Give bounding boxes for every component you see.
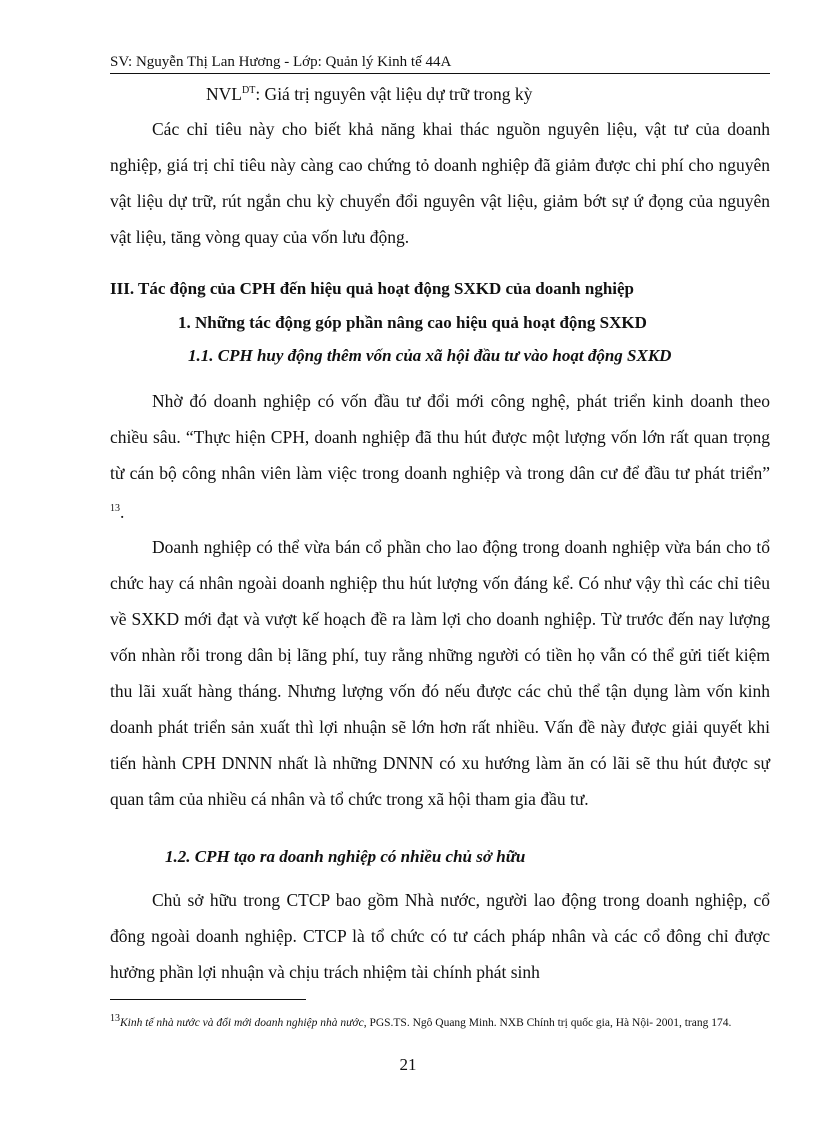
section-3-heading: III. Tác động của CPH đến hiệu quả hoạt động SXKD của doanh nghiệp [110,279,635,298]
footnote [110,1010,760,1032]
paragraph-indicators: Các chỉ tiêu này cho biết khả năng khai thác nguồn nguyên liệu, vật tư của doanh nghiệp, giá trị chỉ tiêu này càng cao chứng tỏ doanh nghiệp đã giảm được chi phí cho nguyên vật liệu dự trữ, rút ngắn chu kỳ chuyển đổi nguyên vật liệu, giảm bớt sự ứ đọng của nguyên vật liệu, tăng vòng quay của vốn lưu động. [110,119,770,247]
footnote-ref[interactable]: 13 [110,503,120,514]
footnote-separator [110,999,306,1000]
paragraph-capital: Nhờ đó doanh nghiệp có vốn đầu tư đổi mới công nghệ, phát triển kinh doanh theo chiều sâu. “Thực hiện CPH, doanh nghiệp đã thu hút được một lượng vốn lớn rất quan trọng từ cán bộ công nhân viên làm việc trong doanh nghiệp và trong dân cư để đầu tư phát triển” $^{13}$. [110,391,770,522]
paragraph-owners: Chủ sở hữu trong CTCP bao gồm Nhà nước, người lao động trong doanh nghiệp, cổ đông ngoài doanh nghiệp. CTCP là tổ chức có tư cách pháp nhân và các cổ đông chỉ được hưởng phần lợi nhuận và chịu trách nhiệm tài chính phát sinh [110,890,770,982]
header-text: SV: Nguyễn Thị Lan Hương - Lớp: Quản lý Kinh tế 44A [110,54,452,70]
page-number: 21 [399,1055,417,1074]
nvl-definition: $NVL^{DT}$: Giá trị nguyên vật liệu dự trữ trong kỳ [206,83,533,104]
footnote-number: 13 [110,1013,120,1024]
subsection-1-1-heading: 1.1. CPH huy động thêm vốn của xã hội đầu tư vào hoạt động SXKD [188,346,672,365]
paragraph-shares: Doanh nghiệp có thể vừa bán cổ phần cho lao động trong doanh nghiệp vừa bán cho tổ chức hay cá nhân ngoài doanh nghiệp thu hút lượng vốn đáng kể. Có như vậy thì các chỉ tiêu về SXKD mới đạt và vượt kế hoạch đề ra làm lợi cho doanh nghiệp. Từ trước đến nay lượng vốn nhàn rỗi trong dân bị lãng phí, tuy rằng những người có tiền họ vẫn có thể gửi tiết kiệm thu lãi xuất hàng tháng. Nhưng lượng vốn đó nếu được các chủ thể tận dụng làm vốn kinh doanh phát triển sản xuất thì lợi nhuận sẽ lớn hơn rất nhiều. Vấn đề này được giải quyết khi tiến hành CPH DNNN nhất là những DNNN có xu hướng làm ăn có lãi sẽ thu hút được sự quan tâm của nhiều cá nhân và tổ chức trong xã hội tham gia đầu tư. [110,537,770,809]
footnote-source: , PGS.TS. Ngô Quang Minh. NXB Chính trị quốc gia, Hà Nội- 2001, trang 174. [363,1016,732,1029]
subsection-1-2-heading: 1.2. CPH tạo ra doanh nghiệp có nhiều chủ sở hữu [165,847,526,866]
subsection-1-heading: 1. Những tác động góp phần nâng cao hiệu quả hoạt động SXKD [178,313,647,332]
footnote-title: Kinh tế nhà nước và đổi mới doanh nghiệp nhà nước [120,1016,364,1029]
page-header [110,52,770,74]
